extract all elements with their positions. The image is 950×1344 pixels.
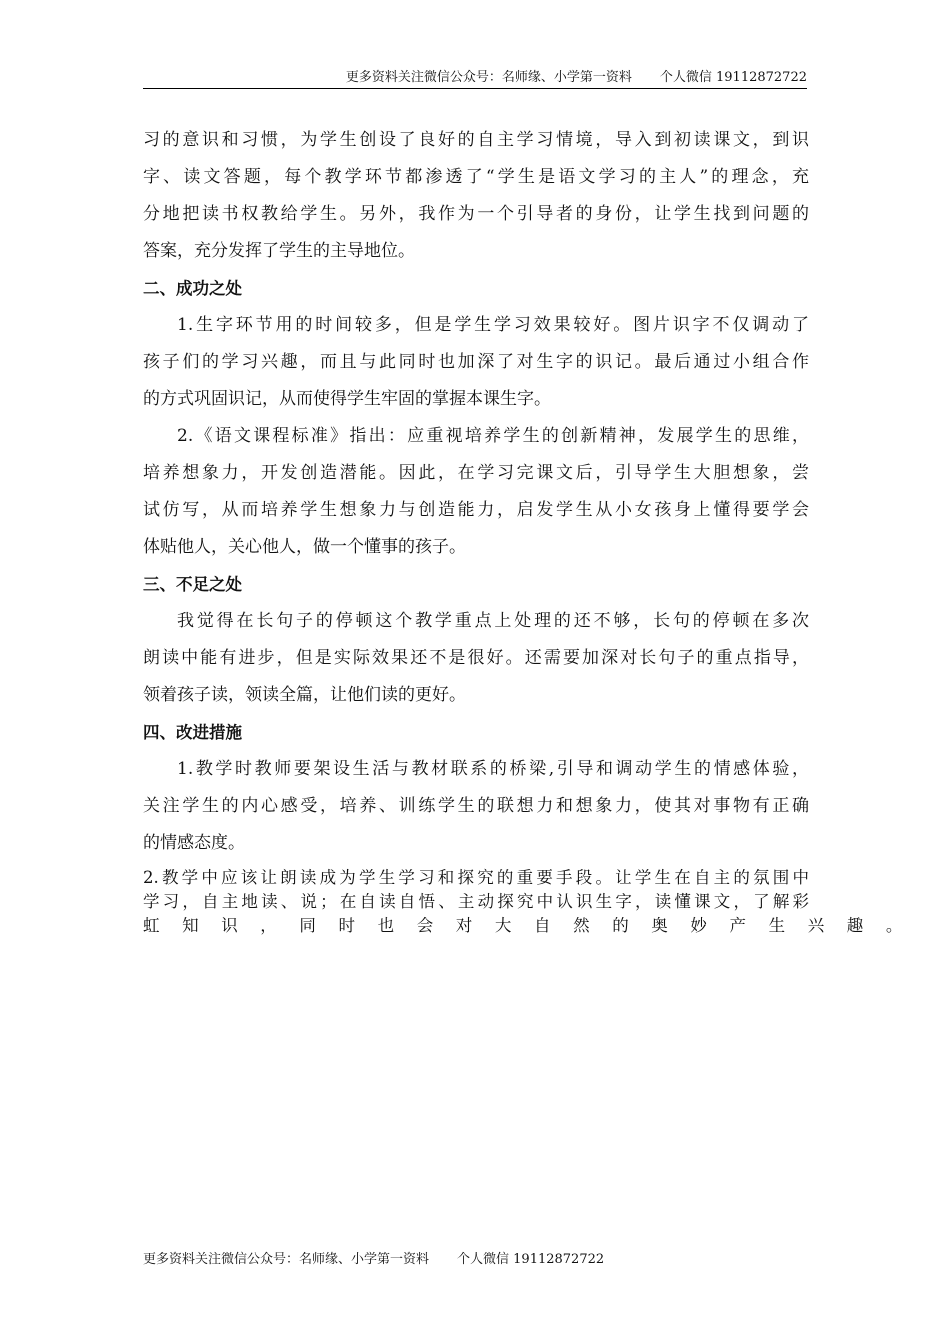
text-line: 2.《语文课程标准》指出：应重视培养学生的创新精神，发展学生的思维， xyxy=(177,426,809,446)
intro-paragraph xyxy=(143,122,809,270)
text-line: 孩子们的学习兴趣，而且与此同时也加深了对生字的识记。最后通过小组合作 xyxy=(143,352,809,372)
text-line: 关注学生的内心感受，培养、训练学生的联想力和想象力，使其对事物有正确 xyxy=(143,796,809,816)
success-paragraph-2 xyxy=(143,418,809,566)
section-heading-shortcomings: 三、不足之处 xyxy=(143,575,242,594)
page-footer xyxy=(143,1248,604,1267)
text-line: 字、读文答题，每个教学环节都渗透了“学生是语文学习的主人”的理念，充 xyxy=(143,167,809,187)
text-line: 1.生字环节用的时间较多，但是学生学习效果较好。图片识字不仅调动了 xyxy=(177,315,809,335)
text-line: 虹知识，同时也会对大自然的奥妙产生兴趣。 xyxy=(143,916,925,935)
text-line: 2.教学中应该让朗读成为学生学习和探究的重要手段。让学生在自主的氛围中 xyxy=(143,868,809,887)
section-heading-success: 二、成功之处 xyxy=(143,279,242,298)
text-line: 的情感态度。 xyxy=(143,833,245,853)
text-line: 分地把读书权教给学生。另外，我作为一个引导者的身份，让学生找到问题的 xyxy=(143,204,809,224)
text-line: 答案，充分发挥了学生的主导地位。 xyxy=(143,241,415,261)
improvements-paragraph-2 xyxy=(143,866,925,938)
text-line: 培养想象力，开发创造潜能。因此，在学习完课文后，引导学生大胆想象，尝 xyxy=(143,463,809,483)
text-line: 的方式巩固识记，从而使得学生牢固的掌握本课生字。 xyxy=(143,389,551,409)
header-text: 更多资料关注微信公众号：名师缘、小学第一资料 xyxy=(345,70,632,85)
text-line: 我觉得在长句子的停顿这个教学重点上处理的还不够，长句的停顿在多次 xyxy=(177,611,809,631)
text-line: 朗读中能有进步，但是实际效果还不是很好。还需要加深对长句子的重点指导， xyxy=(143,648,809,668)
section-heading-improvements: 四、改进措施 xyxy=(143,723,242,742)
footer-wechat: 个人微信 19112872722 xyxy=(457,1252,605,1267)
shortcomings-paragraph xyxy=(143,603,809,714)
header-wechat: 个人微信 19112872722 xyxy=(659,70,807,85)
page-header xyxy=(143,66,807,89)
text-line: 试仿写，从而培养学生想象力与创造能力，启发学生从小女孩身上懂得要学会 xyxy=(143,500,809,520)
document-body xyxy=(143,122,925,938)
text-line: 领着孩子读，领读全篇，让他们读的更好。 xyxy=(143,685,466,705)
success-paragraph-1 xyxy=(143,307,809,418)
text-line: 习的意识和习惯，为学生创设了良好的自主学习情境，导入到初读课文，到识 xyxy=(143,130,809,150)
text-line: 1.教学时教师要架设生活与教材联系的桥梁,引导和调动学生的情感体验， xyxy=(177,759,809,779)
text-line: 学习，自主地读、说；在自读自悟、主动探究中认识生字，读懂课文，了解彩 xyxy=(143,892,809,911)
footer-text: 更多资料关注微信公众号：名师缘、小学第一资料 xyxy=(143,1252,430,1267)
improvements-paragraph-1 xyxy=(143,751,809,862)
text-line: 体贴他人，关心他人，做一个懂事的孩子。 xyxy=(143,537,466,557)
